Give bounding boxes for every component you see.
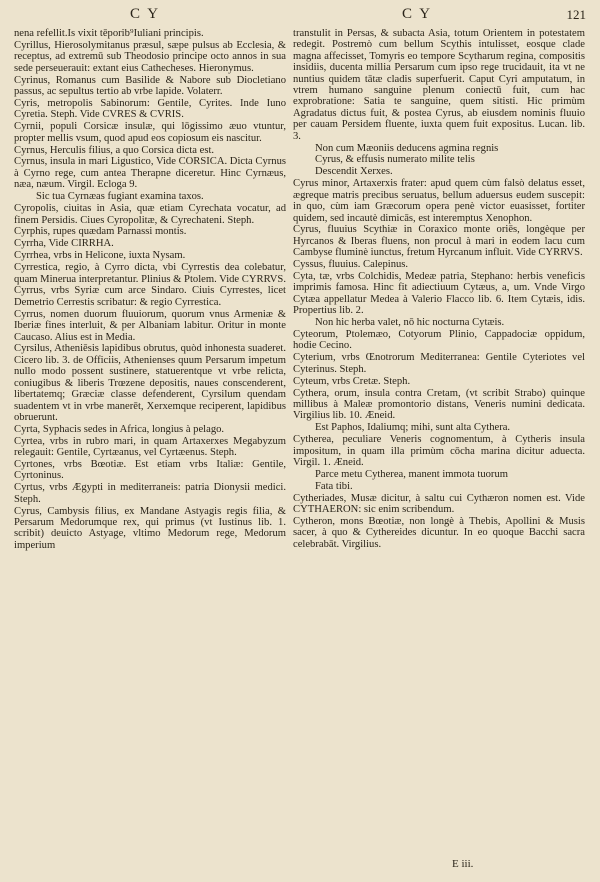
verse-line: Sic tua Cyrnæas fugiant examina taxos. xyxy=(36,191,204,203)
dictionary-entry: Cyrillus, Hierosolymitanus præsul, sæpe pulsus ab Ecclesia, & receptus, ad extremū sub Theodosio principe octo annos in sua sede perseuerauit: extant eius Cathecheses. Hieronymus. xyxy=(14,39,286,74)
dictionary-entry: Cyteorum, Ptolemæo, Cotyorum Plinio, Cappadociæ oppidum, hodie Cecino. xyxy=(293,329,585,352)
dictionary-entry: Cyrrha, Vide CIRRHA. xyxy=(14,238,114,250)
dictionary-entry: Cyrrestica, regio, à Cyrro dicta, vbi Cyrrestis dea colebatur, quam Minerua interpretantur. Plinius & Ptolem. Vide CYRRVS. xyxy=(14,262,286,285)
header-letters-left: C Y xyxy=(130,6,161,22)
dictionary-entry: nena refellit.Is vixit tēporib⁹Iuliani principis. xyxy=(14,28,204,39)
dictionary-entry: Cyrrus, nomen duorum fluuiorum, quorum vnus Armeniæ & Iberiæ fines interluit, & per Albaniam labitur. Oritur in monte Caucaso. Alius est in Media. xyxy=(14,308,286,343)
dictionary-entry: Cyteum, vrbs Cretæ. Steph. xyxy=(293,375,411,387)
dictionary-entry: Cyrrus, vrbs Syriæ cum arce Sindaro. Ciuis Cyrrestes, licet Demetrio Cerrestis scribatur: & regio Cyrrestica. xyxy=(14,285,286,308)
left-column xyxy=(14,28,286,552)
dictionary-entry: Cyrnus, insula in mari Ligustico, Vide CORSICA. Dicta Cyrnus à Cyrno rege, cum antea Therapne diceretur. Hinc Cyrnæus, næa, næum. Virgil. Ecloga 9. xyxy=(14,156,286,191)
dictionary-entry: Cyrus, Cambysis filius, ex Mandane Astyagis regis filia, & Persarum Medorumque rex, qui primus (vt Iustinus lib. 1. scribit) deuicto Astyage, vltimo Medorum rege, Medorum imperium xyxy=(14,505,286,551)
page-number: 121 xyxy=(566,7,586,22)
dictionary-entry: Cyssus, fluuius. Calepinus. xyxy=(293,259,409,271)
dictionary-entry: Cyrphis, rupes quædam Parnassi montis. xyxy=(14,226,187,238)
dictionary-entry: Cyrnus, Herculis filius, a quo Corsica dicta est. xyxy=(14,144,215,156)
verse-line: Cyrus, & effusis numerato milite telis xyxy=(315,154,475,166)
verse-line: Parce metu Cytherea, manent immota tuorum xyxy=(315,468,508,480)
dictionary-entry: Cyrsilus, Atheniēsis lapidibus obrutus, quòd inhonesta suaderet. Cicero lib. 3. de Officiis, Athenienses quum Persarum impetum nullo modo possent sustinere, statuerentque vt vrbe relicta, coniugibus & liberis Trœzene depositis, naues conscenderent, libertatemq; Græciæ classe defenderent, Cyrsilum quendam suadentem vt in vrbe manerēt, Xerxemque reciperent, lapidibus obruerunt. xyxy=(14,343,286,423)
dictionary-entry: Cyrinus, Romanus cum Basilide & Nabore sub Diocletiano passus, ac sepultus tertio ab vrbe lapide. Volaterr. xyxy=(14,74,286,98)
verse-line: Non hic herba valet, nō hic nocturna Cytæis. xyxy=(315,317,505,329)
dictionary-entry: Cytherea, peculiare Veneris cognomentum, à Cytheris insula impositum, in quam illa primùm cōcha marina dicitur aduecta. Virgil. 1. Æneid. xyxy=(293,434,585,469)
verse-line: Est Paphos, Idaliumq; mihi, sunt alta Cythera. xyxy=(315,422,511,434)
verse-line: Descendit Xerxes. xyxy=(315,166,393,178)
dictionary-entry: Cyrta, Syphacis sedes in Africa, longius à pelago. xyxy=(14,423,225,435)
running-header xyxy=(0,6,600,24)
right-column xyxy=(293,28,585,551)
verse-line: Fata tibi. xyxy=(315,480,353,492)
dictionary-entry: Cyrtones, vrbs Bœotiæ. Est etiam vrbs Italiæ: Gentile, Cyrtoninus. xyxy=(14,459,286,482)
header-letters-right: C Y xyxy=(402,6,433,22)
dictionary-entry: Cyrus, fluuius Scythiæ in Coraxico monte oriēs, longèque per Hyrcanos & Iberas fluens, non procul à mari in eodem lacu cum Cambyse fluminè iunctus, fretum Hyrcanum influit. Vide CYRRVS. xyxy=(293,224,585,259)
dictionary-entry: Cyrnii, populi Corsicæ insulæ, qui lōgissimo æuo vtuntur, propter mellis vsum, quod apud eos copiosum eis nascitur. xyxy=(14,121,286,144)
dictionary-entry: Cythera, orum, insula contra Cretam, (vt scribit Strabo) quinque millibus à Maleæ promontorio distans, Veneris numini dedicata. Virgilius lib. 10. Æneid. xyxy=(293,387,585,422)
dictionary-entry: Cyrtus, vrbs Ægypti in mediterraneis: patria Dionysii medici. Steph. xyxy=(14,482,286,505)
dictionary-entry: Cyrtea, vrbs in rubro mari, in quam Artaxerxes Megabyzum relegauit: Gentile, Cyrtæanus, vel Cyrtæenus. Steph. xyxy=(14,435,286,459)
dictionary-entry: Cyta, tæ, vrbs Colchidis, Medeæ patria, Stephano: herbis veneficis imprimis famosa. Hinc fit adiectiuum Cytæus, a, um. Vnde Virgo Cytæa appellatur Medea à Valerio Flacco lib. 6. Item Cytæis, idis. Propertius lib. 2. xyxy=(293,271,585,317)
dictionary-entry: Cyterium, vrbs Œnotrorum Mediterranea: Gentile Cyteriotes vel Cyterinus. Steph. xyxy=(293,352,585,375)
dictionary-entry: Cyrrhea, vrbs in Helicone, iuxta Nysam. xyxy=(14,250,186,262)
signature-mark: E iii. xyxy=(452,858,474,870)
dictionary-entry: Cyropolis, ciuitas in Asia, quæ etiam Cyrechata vocatur, ad finem Persidis. Ciues Cyropolitæ, & Cyrechateni. Steph. xyxy=(14,203,286,226)
verse-line: Non cum Mæoniis deducens agmina regnis xyxy=(315,142,499,154)
dictionary-entry: Cytheriades, Musæ dicitur, à saltu cui Cythæron nomen est. Vide CYTHAERON: sic enim scribendum. xyxy=(293,492,585,516)
dictionary-entry: Cyris, metropolis Sabinorum: Gentile, Cyrites. Inde Iuno Cyretia. Steph. Vide CVRES & CVRIS. xyxy=(14,97,286,121)
dictionary-entry: Cytheron, mons Bœotiæ, non longè à Thebis, Apollini & Musis sacer, à quo & Cythereides dicuntur. In eo quoque Bacchi sacra celebrabāt. Virgilius. xyxy=(293,516,585,550)
dictionary-entry: transtulit in Persas, & subacta Asia, totum Orientem in potestatem redegit. Postremò cum bellum Scythis intulisset, eosque clade magna affecisset, Tomyris eo tempore Scytharum regina, compositis insidiis, ducenta millia Persarum cum ipso rege trucidauit, ita vt ne nuntius quidem tātæ cladis superfuerit. Caput Cyri amputatum, in vtrem humano sanguine plenum coniectū fuit, cum hac exprobratione: Satia te sanguine, quem sitisti. Hic primùm Agradatus dictus fuit, & postea Cyrus, ab eiusdem nominis fluuio per cauam Persidem fluente, iuxta quem fuit expositus. Lucan. lib. 3. xyxy=(293,28,585,142)
dictionary-entry: Cyrus minor, Artaxerxis frater: apud quem cùm falsò delatus esset, ægreque matris precibus seruatus, bellum aduersus eudem suscepit: in quo, cùm iam Græcorum opera penè victor euasisset, fortiter quidem, sed incautè dimicās, est interemptus Xenophon. xyxy=(293,178,585,224)
